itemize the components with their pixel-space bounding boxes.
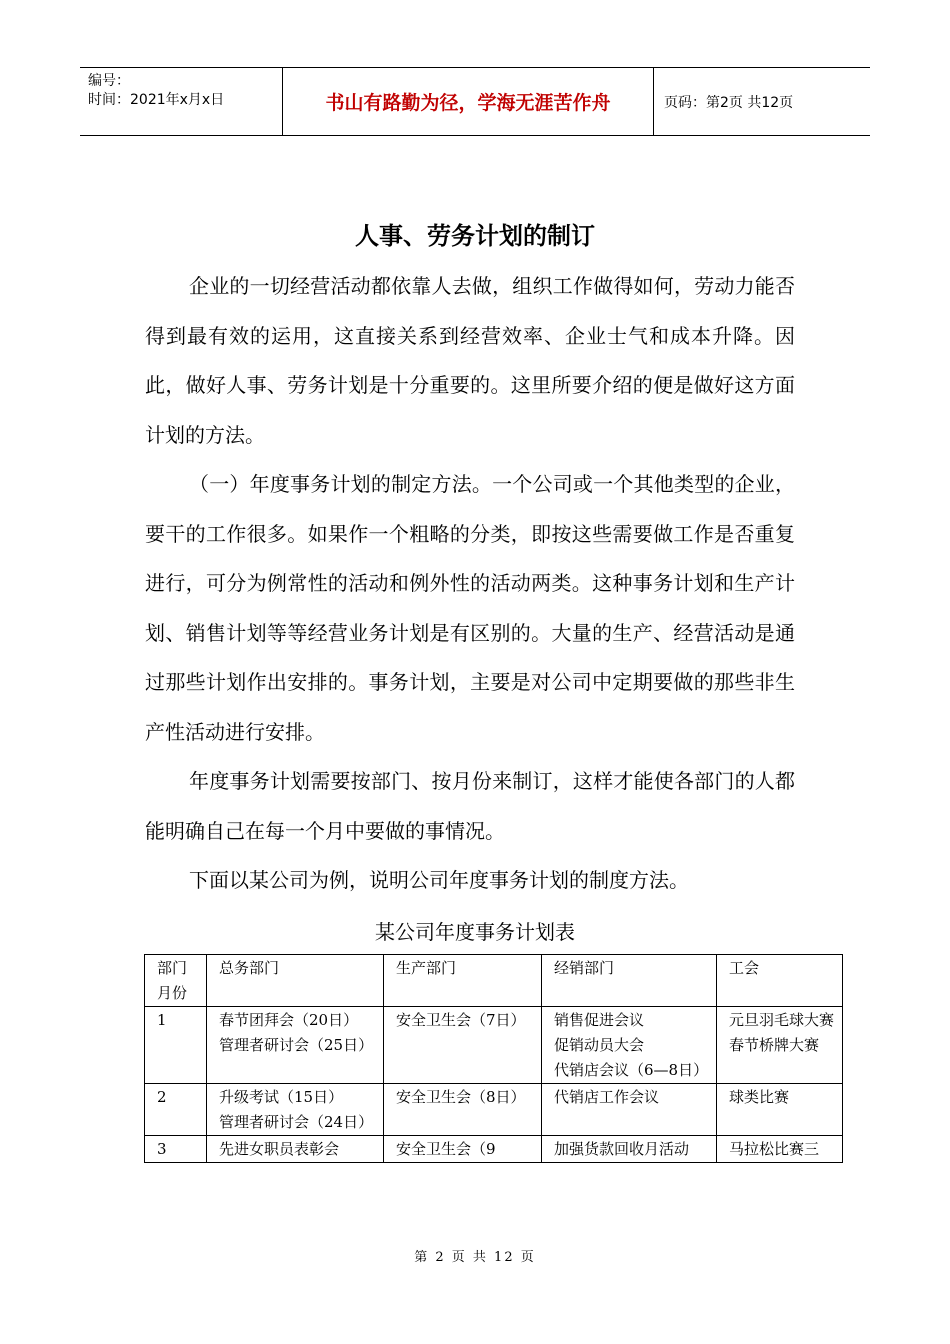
sales-cell (542, 1084, 717, 1136)
header-dept-label: 部门 (157, 959, 188, 977)
time-label: 时间：2021年x月x日 (88, 92, 225, 108)
cell-item: 先进女职员表彰会 (219, 1140, 340, 1158)
motto: 书山有路勤为径，学海无涯苦作舟 (325, 92, 611, 114)
annual-plan-table (144, 954, 843, 1163)
cell-item: 管理者研讨会（24日） (219, 1113, 374, 1131)
month-cell: 2 (145, 1084, 207, 1136)
month-cell: 3 (145, 1136, 207, 1163)
cell-item: 球类比赛 (729, 1088, 790, 1106)
page-header (80, 67, 870, 136)
header-month-label: 月份 (157, 984, 188, 1002)
general-cell (207, 1007, 384, 1084)
header-dept-month (145, 955, 207, 1007)
sales-cell (542, 1007, 717, 1084)
production-cell (384, 1084, 542, 1136)
union-cell (717, 1136, 843, 1163)
table-caption: 某公司年度事务计划表 (375, 920, 575, 944)
cell-item: 升级考试（15日） (219, 1088, 344, 1106)
cell-item: 促销动员大会 (554, 1036, 645, 1054)
table-row (145, 1136, 843, 1163)
header-union: 工会 (717, 955, 843, 1007)
cell-item: 安全卫生会（8日） (396, 1088, 526, 1106)
cell-item: 元旦羽毛球大赛 (729, 1011, 835, 1029)
paragraph-1: 企业的一切经营活动都依靠人去做，组织工作做得如何，劳动力能否得到最有效的运用，这直接关系到经营效率、企业士气和成本升降。因此，做好人事、劳务计划是十分重要的。这里所要介绍的便是做好这方面计划的方法。 (145, 274, 795, 447)
page-footer: 第 2 页 共 12 页 (414, 1250, 536, 1265)
cell-item: 春节团拜会（20日） (219, 1011, 359, 1029)
sales-cell (542, 1136, 717, 1163)
table-row (145, 1007, 843, 1084)
cell-item: 安全卫生会（9 (396, 1140, 496, 1158)
cell-item: 销售促进会议 (554, 1011, 645, 1029)
union-cell (717, 1084, 843, 1136)
production-cell (384, 1007, 542, 1084)
general-cell (207, 1136, 384, 1163)
page-info: 页码：第2页 共12页 (664, 94, 794, 111)
header-page-cell (654, 68, 871, 136)
header-sales: 经销部门 (542, 955, 717, 1007)
header-meta (80, 68, 283, 136)
number-label: 编号： (88, 73, 130, 89)
cell-item: 管理者研讨会（25日） (219, 1036, 374, 1054)
paragraph-4: 下面以某公司为例，说明公司年度事务计划的制度方法。 (189, 868, 689, 892)
general-cell (207, 1084, 384, 1136)
production-cell (384, 1136, 542, 1163)
union-cell (717, 1007, 843, 1084)
cell-item: 春节桥牌大赛 (729, 1036, 820, 1054)
cell-item: 代销店工作会议 (554, 1088, 660, 1106)
cell-item: 加强货款回收月活动 (554, 1140, 690, 1158)
document-title: 人事、劳务计划的制订 (355, 222, 595, 250)
paragraph-2: （一）年度事务计划的制定方法。一个公司或一个其他类型的企业，要干的工作很多。如果作一个粗略的分类，即按这些需要做工作是否重复进行，可分为例常性的活动和例外性的活动两类。这种事务计划和生产计划、销售计划等等经营业务计划是有区别的。大量的生产、经营活动是通过那些计划作出安排的。事务计划，主要是对公司中定期要做的那些非生产性活动进行安排。 (145, 472, 795, 744)
table-row (145, 1084, 843, 1136)
header-motto-cell (283, 68, 654, 136)
cell-item: 安全卫生会（7日） (396, 1011, 526, 1029)
header-production: 生产部门 (384, 955, 542, 1007)
paragraph-3: 年度事务计划需要按部门、按月份来制订，这样才能使各部门的人都能明确自己在每一个月中要做的事情况。 (145, 769, 795, 843)
cell-item: 代销店会议（6—8日） (554, 1061, 709, 1079)
header-general: 总务部门 (207, 955, 384, 1007)
cell-item: 马拉松比赛三 (729, 1140, 820, 1158)
month-cell: 1 (145, 1007, 207, 1084)
table-header-row (145, 955, 843, 1007)
